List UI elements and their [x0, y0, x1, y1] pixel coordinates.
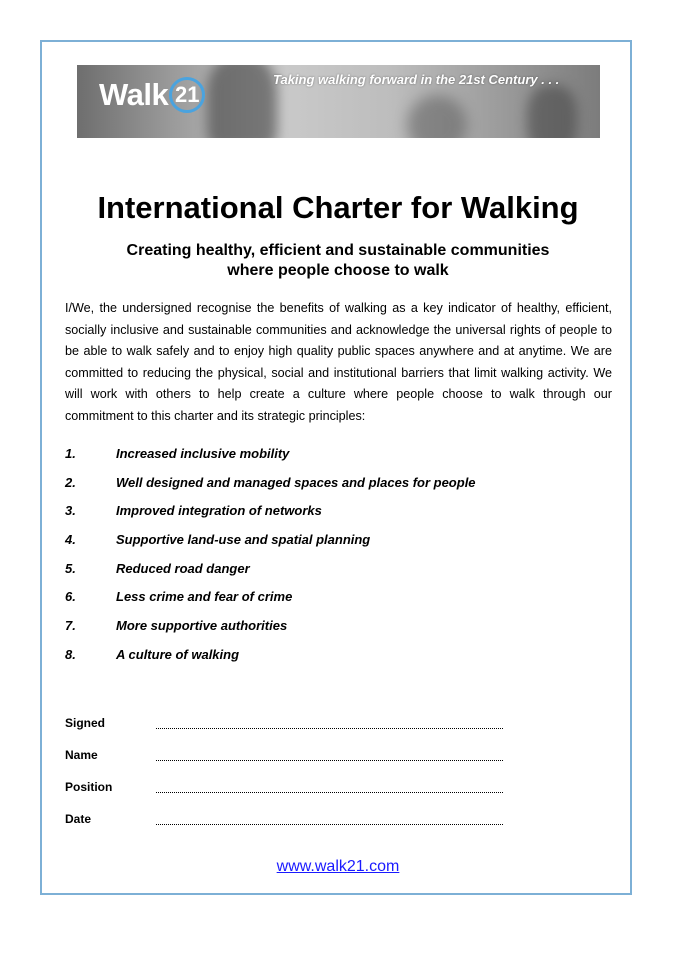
principle-text: More supportive authorities	[116, 617, 288, 633]
principle-number: 6.	[65, 589, 76, 605]
subtitle-line: Creating healthy, efficient and sustainable communities	[126, 242, 550, 259]
principle-number: 7.	[65, 617, 76, 633]
principle-number: 1.	[65, 445, 76, 461]
principle-number: 8.	[65, 646, 76, 662]
banner-photo-figure	[207, 65, 277, 138]
principle-item	[65, 439, 612, 468]
logo-number-circle: 21	[169, 77, 205, 113]
position-label: Position	[65, 780, 113, 794]
principle-item	[65, 582, 612, 611]
principle-number: 2.	[65, 474, 76, 490]
principle-text: Reduced road danger	[116, 560, 250, 576]
logo-text: Walk	[99, 77, 169, 112]
principle-item	[65, 640, 612, 669]
banner-tagline: Taking walking forward in the 21st Century . . .	[273, 72, 560, 87]
date-label: Date	[65, 812, 92, 826]
principle-item	[65, 611, 612, 640]
date-row	[65, 812, 505, 832]
intro-paragraph: I/We, the undersigned recognise the benefits of walking as a key indicator of healthy, efficient, socially inclusive and sustainable communities and acknowledge the universal rights of people to be able to walk safely and to enjoy high quality public spaces anywhere and at anytime. We are committed to reducing the physical, social and institutional barriers that limit walking activity. We will work with others to help create a culture where people choose to walk through our commitment to this charter and its strategic principles:	[65, 301, 612, 423]
position-row	[65, 780, 505, 800]
page-subtitle	[0, 241, 676, 281]
page-title: International Charter for Walking	[97, 190, 579, 225]
principle-item	[65, 525, 612, 554]
name-label: Name	[65, 748, 98, 762]
principle-text: A culture of walking	[116, 646, 240, 662]
principle-text: Supportive land-use and spatial planning	[116, 531, 371, 547]
signed-row	[65, 716, 505, 736]
name-line[interactable]	[156, 760, 503, 761]
signed-line[interactable]	[156, 728, 503, 729]
signed-label: Signed	[65, 716, 106, 730]
principle-number: 5.	[65, 560, 76, 576]
walk21-logo	[99, 77, 205, 113]
principle-item	[65, 496, 612, 525]
date-line[interactable]	[156, 824, 503, 825]
header-banner	[77, 65, 600, 138]
banner-photo-figure	[527, 85, 577, 138]
principles-list	[65, 439, 612, 669]
principle-text: Well designed and managed spaces and places for people	[116, 474, 476, 490]
subtitle-line: where people choose to walk	[227, 262, 449, 279]
principle-text: Less crime and fear of crime	[116, 589, 293, 605]
website-link[interactable]: www.walk21.com	[276, 858, 400, 875]
principle-item	[65, 468, 612, 497]
banner-photo-figure	[407, 95, 467, 138]
principle-text: Improved integration of networks	[116, 503, 322, 519]
name-row	[65, 748, 505, 768]
principle-text: Increased inclusive mobility	[116, 445, 290, 461]
principle-number: 3.	[65, 503, 76, 519]
position-line[interactable]	[156, 792, 503, 793]
principle-item	[65, 554, 612, 583]
principle-number: 4.	[65, 531, 76, 547]
